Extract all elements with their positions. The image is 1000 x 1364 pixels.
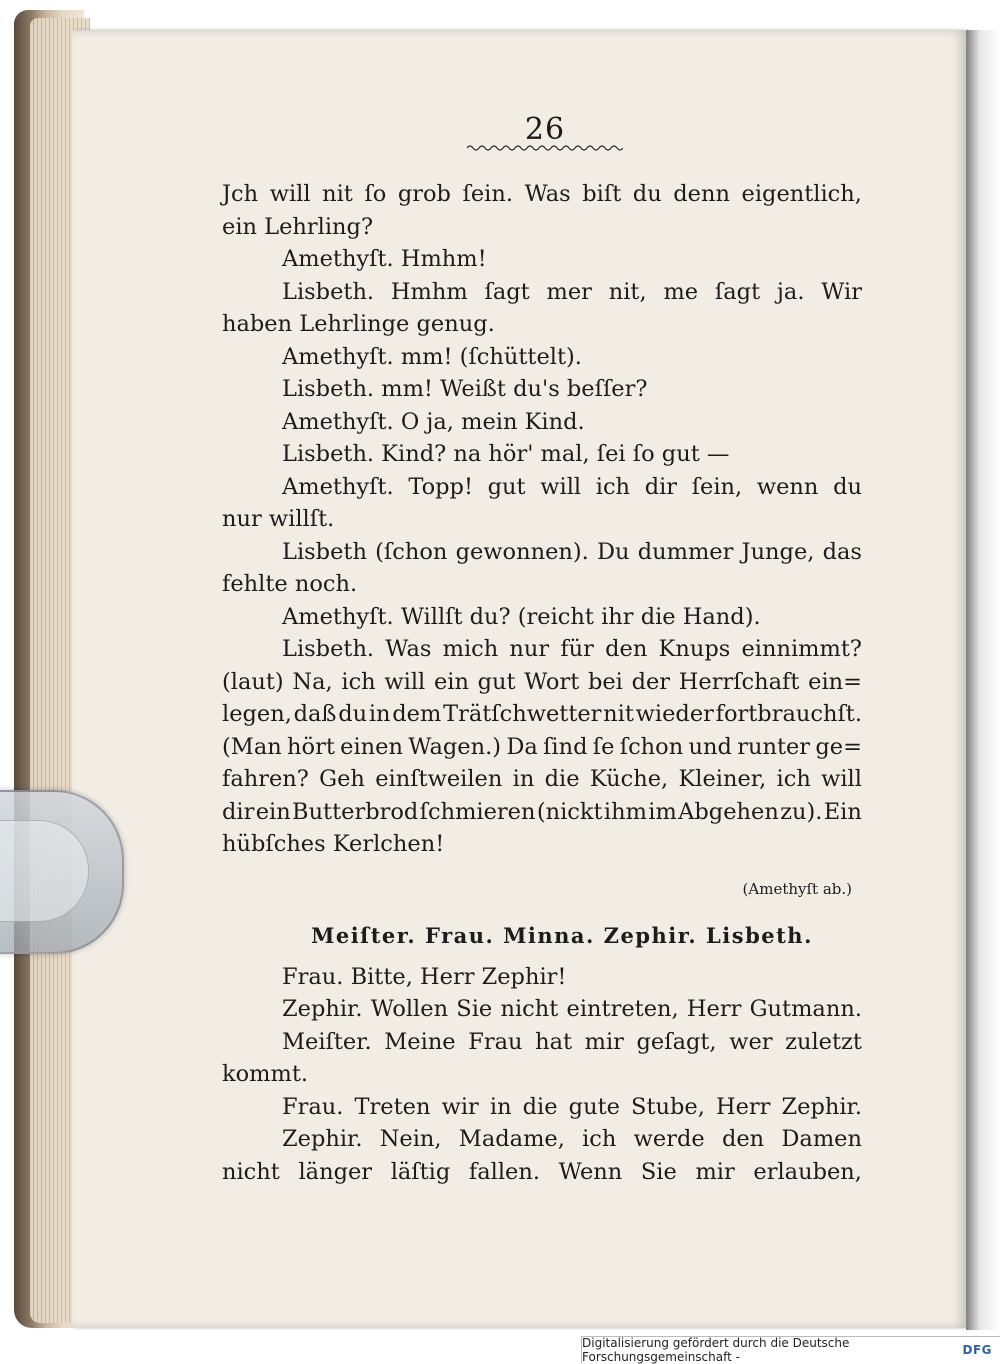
digitization-footer bbox=[581, 1336, 1000, 1363]
text-line: Lisbeth. Was mich nur für den Knups einnimmt? bbox=[282, 636, 862, 662]
text-line: (Man hört einen Wagen.) Da ſind ſe ſchon und runter ge= bbox=[222, 733, 862, 760]
page-clip-inner bbox=[0, 820, 89, 922]
text-line: ein Lehrling? bbox=[222, 213, 374, 240]
dfg-logo: DFG bbox=[962, 1343, 992, 1357]
text-line: Amethyſt. Topp! gut will ich dir ſein, wenn du bbox=[282, 473, 862, 500]
text-line: legen, daß du in dem Trätſchwetter nit wieder fortbrauchſt. bbox=[222, 701, 862, 727]
text-line: Jch will nit ſo grob ſein. Was biſt du denn eigentlich, bbox=[222, 181, 862, 207]
text-line: Lisbeth. Kind? na hör' mal, ſei ſo gut — bbox=[282, 441, 730, 467]
text-line: Amethyſt. mm! (ſchüttelt). bbox=[282, 343, 582, 370]
page-clip bbox=[0, 790, 124, 954]
text-line: Meiſter. Meine Frau hat mir geſagt, wer zuletzt bbox=[282, 1028, 862, 1055]
text-line: Zephir. Wollen Sie nicht eintreten, Herr Gutmann. bbox=[282, 996, 862, 1022]
footer-text: Digitalisierung gefördert durch die Deutsche Forschungsgemeinschaft - bbox=[582, 1336, 850, 1364]
wavy-rule bbox=[467, 144, 623, 152]
text-line: kommt. bbox=[222, 1061, 309, 1087]
page-number: 26 bbox=[524, 112, 566, 147]
text-line: Frau. Bitte, Herr Zephir! bbox=[282, 963, 567, 990]
text-line: dir ein Butterbrod ſchmieren (nickt ihm im Abgehen zu). Ein bbox=[222, 798, 862, 825]
scene-heading: Meiſter. Frau. Minna. Zephir. Lisbeth. bbox=[311, 922, 813, 948]
page-gutter-shadow bbox=[966, 30, 1000, 1330]
text-line: fahren? Geh einſtweilen in die Küche, Kleiner, ich will bbox=[222, 766, 862, 792]
text-line: Lisbeth (ſchon gewonnen). Du dummer Junge, das bbox=[282, 538, 862, 565]
text-line: hübſches Kerlchen! bbox=[222, 831, 445, 857]
text-line: Amethyſt. Hmhm! bbox=[282, 246, 487, 272]
text-line: Lisbeth. mm! Weißt du's beſſer? bbox=[282, 376, 648, 402]
stage-direction-exit: (Amethyſt ab.) bbox=[742, 879, 852, 898]
text-line: nur willſt. bbox=[222, 506, 335, 532]
dialogue-block-2 bbox=[222, 961, 862, 1189]
text-line: Zephir. Nein, Madame, ich werde den Damen bbox=[282, 1126, 862, 1152]
text-line: fehlte noch. bbox=[222, 571, 358, 597]
text-line: Amethyſt. O ja, mein Kind. bbox=[282, 408, 585, 435]
dialogue-block-1 bbox=[222, 178, 862, 861]
text-line: Amethyſt. Willſt du? (reicht ihr die Hand). bbox=[282, 603, 761, 630]
text-line: haben Lehrlinge genug. bbox=[222, 311, 495, 337]
text-line: Frau. Treten wir in die gute Stube, Herr Zephir. bbox=[282, 1093, 862, 1120]
text-line: (laut) Na, ich will ein gut Wort bei der Herrſchaft ein= bbox=[222, 668, 862, 695]
text-line: Lisbeth. Hmhm ſagt mer nit, me ſagt ja. Wir bbox=[282, 278, 862, 305]
page-text bbox=[222, 178, 862, 1188]
text-line: nicht länger läſtig fallen. Wenn Sie mir erlauben, bbox=[222, 1158, 862, 1185]
